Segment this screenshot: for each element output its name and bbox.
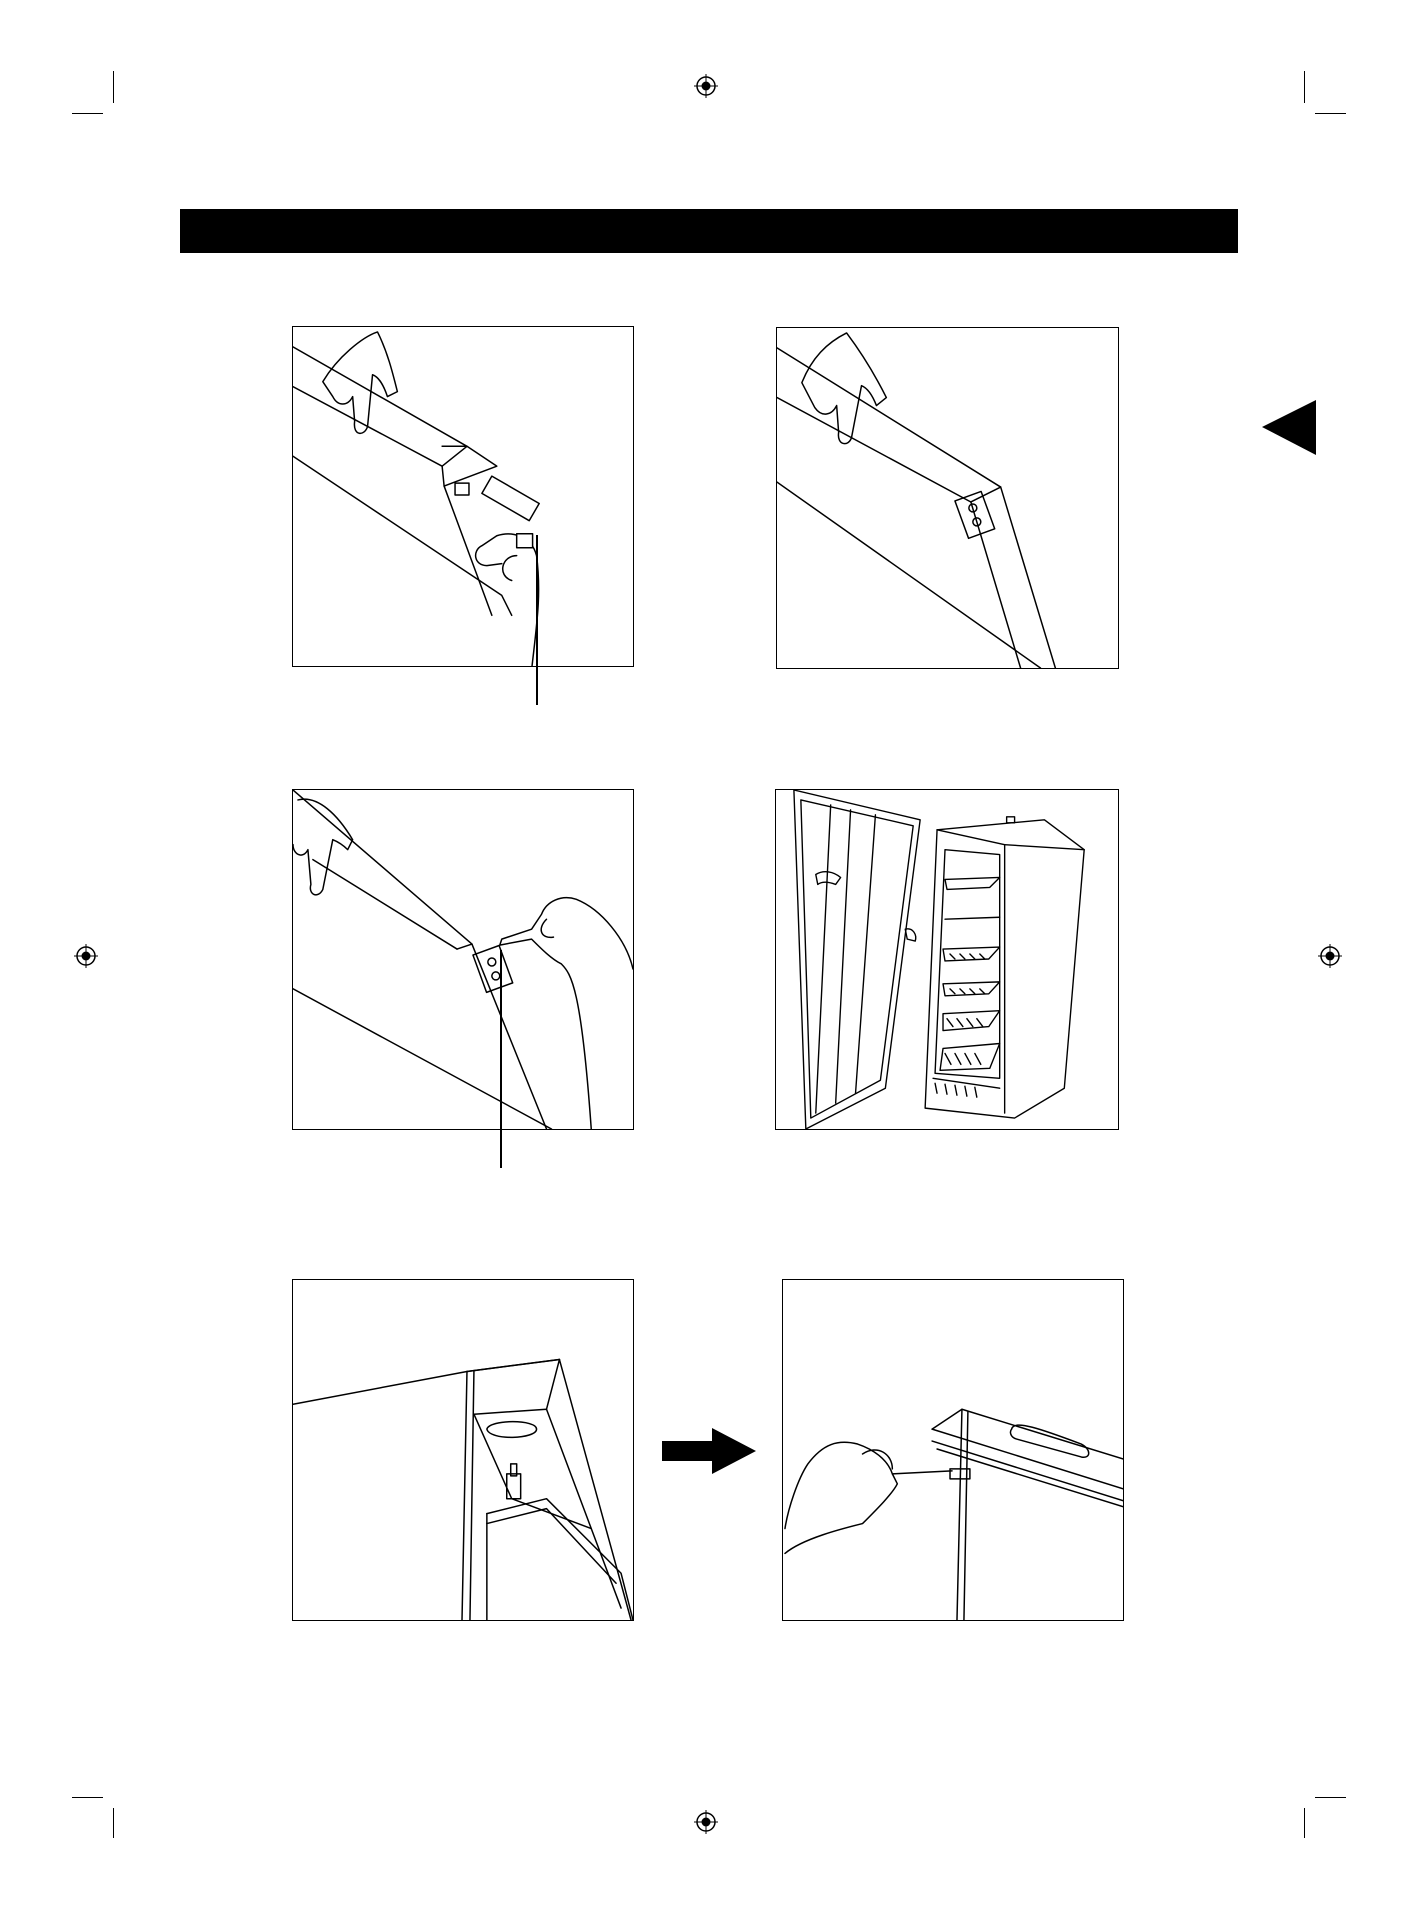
figure-1-remove-hinge-cover: [292, 326, 634, 667]
figure-2-hinge-exposed: [776, 327, 1119, 669]
figure-3-drawing: [293, 790, 633, 1129]
crop-mark-bl-h: [72, 1797, 103, 1798]
crop-mark-tl-v: [113, 71, 114, 103]
registration-mark-right: [1318, 944, 1342, 968]
crop-mark-tr-h: [1315, 113, 1346, 114]
crop-mark-tl-h: [72, 113, 103, 114]
crop-mark-tr-v: [1304, 71, 1305, 103]
crop-mark-br-v: [1304, 1808, 1305, 1838]
figure-6-drawing: [783, 1280, 1123, 1620]
registration-mark-left: [74, 944, 98, 968]
next-step-arrow-icon: [660, 1428, 758, 1474]
registration-mark-top: [694, 74, 718, 98]
figure-3-callout-line: [500, 950, 502, 1168]
figure-4-remove-door: [775, 789, 1119, 1130]
registration-mark-bottom: [694, 1810, 718, 1834]
figure-1-callout-line: [536, 535, 538, 705]
crop-mark-bl-v: [113, 1808, 114, 1838]
figure-5-hinge-detail: [292, 1279, 634, 1621]
figure-3-unscrew-hinge: [292, 789, 634, 1130]
figure-1-drawing: [293, 327, 633, 666]
figure-2-drawing: [777, 328, 1118, 668]
crop-mark-br-h: [1315, 1797, 1346, 1798]
figure-5-drawing: [293, 1280, 633, 1620]
side-tab-triangle-icon: [1262, 400, 1318, 456]
figure-6-refit-hinge: [782, 1279, 1124, 1621]
section-header-bar: [180, 209, 1238, 253]
figure-4-drawing: [776, 790, 1118, 1129]
